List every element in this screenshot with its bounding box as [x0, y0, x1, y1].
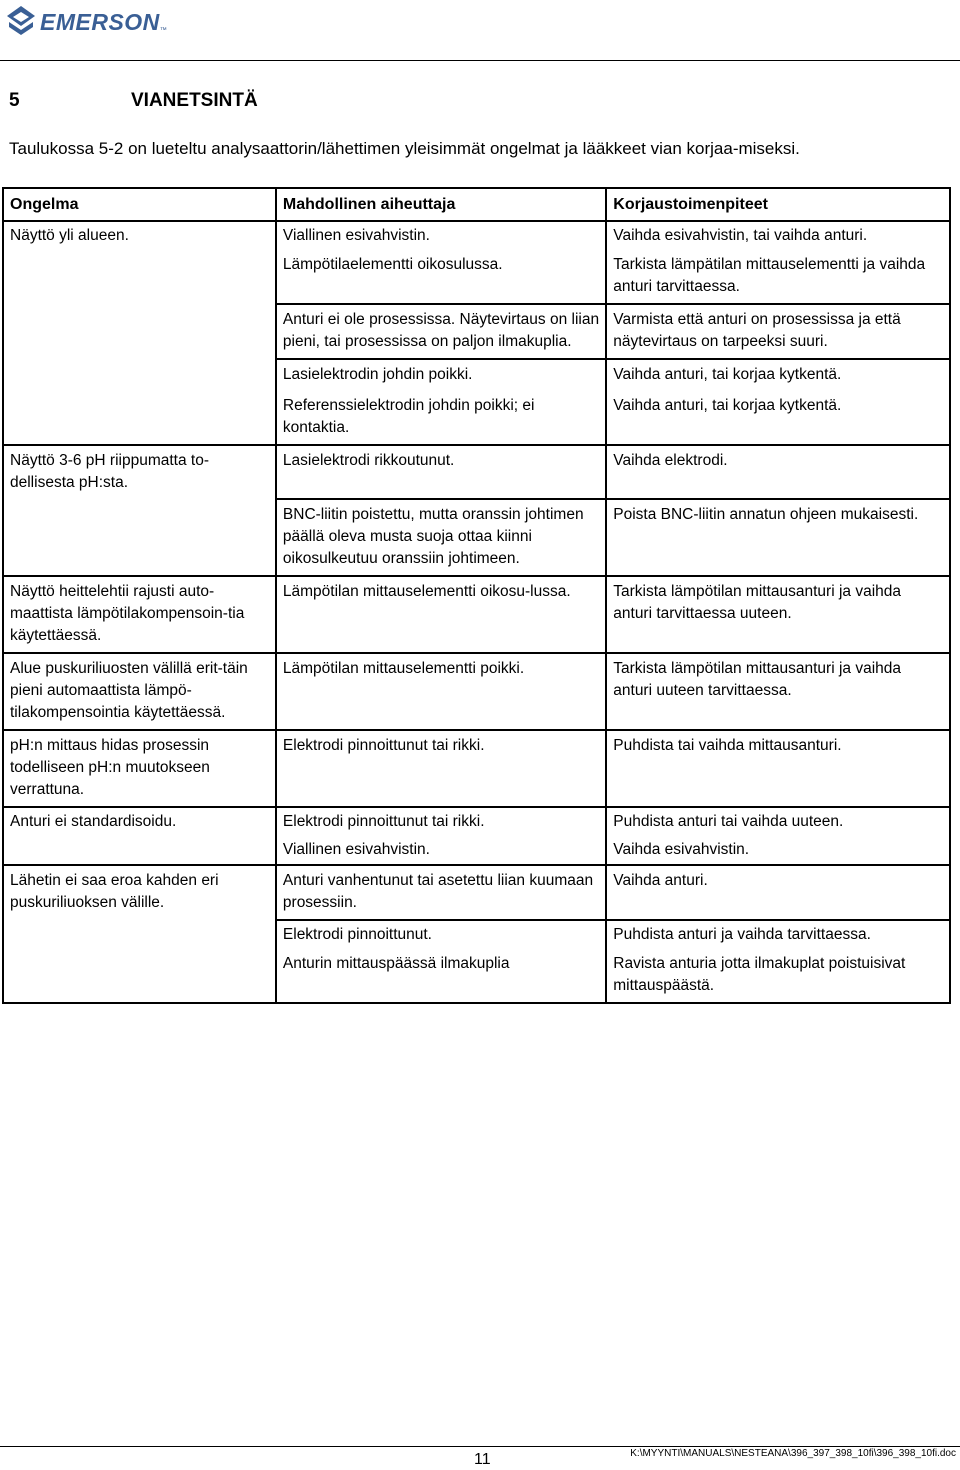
table-header-row [3, 188, 950, 221]
cause-cell: Viallinen esivahvistin. [276, 836, 606, 865]
cause-cell: Lasielektrodi rikkoutunut. [276, 445, 606, 499]
table-row [3, 445, 950, 499]
table-row [3, 359, 950, 391]
table-row [3, 920, 950, 949]
section-intro: Taulukossa 5-2 on lueteltu analysaattorin/lähettimen yleisimmät ongelmat ja lääkkeet vian korjaa-miseksi. [9, 139, 800, 158]
remedy-cell: Puhdista tai vaihda mittausanturi. [606, 730, 950, 807]
problem-cell [3, 949, 276, 1003]
header-divider [0, 60, 960, 61]
brand-trademark: ™ [159, 27, 167, 34]
cause-cell: Lämpötilan mittauselementti poikki. [276, 653, 606, 730]
problem-cell [3, 499, 276, 576]
table-row [3, 499, 950, 576]
problem-cell [3, 391, 276, 445]
remedy-cell: Tarkista lämpötilan mittausanturi ja vaihda anturi uuteen tarvittaessa. [606, 653, 950, 730]
remedy-cell: Vaihda anturi. [606, 865, 950, 920]
remedy-cell: Vaihda esivahvistin, tai vaihda anturi. [606, 221, 950, 250]
footer-divider [0, 1446, 960, 1447]
problem-cell: Näyttö 3-6 pH riippumatta to-dellisesta pH:sta. [3, 445, 276, 499]
problem-cell: Anturi ei standardisoidu. [3, 807, 276, 836]
remedy-cell: Vaihda anturi, tai korjaa kytkentä. [606, 391, 950, 445]
problem-cell [3, 920, 276, 949]
remedy-cell: Ravista anturia jotta ilmakuplat poistuisivat mittauspäästä. [606, 949, 950, 1003]
cause-cell: Lämpötilan mittauselementti oikosu-lussa. [276, 576, 606, 653]
remedy-cell: Vaihda esivahvistin. [606, 836, 950, 865]
problem-cell: Lähetin ei saa eroa kahden eri puskuriliuoksen välille. [3, 865, 276, 920]
section-number: 5 [9, 90, 20, 111]
remedy-cell: Vaihda elektrodi. [606, 445, 950, 499]
table-row [3, 807, 950, 836]
table-row [3, 653, 950, 730]
cause-cell: BNC-liitin poistettu, mutta oranssin johtimen päällä oleva musta suoja ottaa kiinni oikosulkeutuu oranssiin johtimeen. [276, 499, 606, 576]
emerson-logo-icon [6, 5, 36, 39]
cause-cell: Viallinen esivahvistin. [276, 221, 606, 250]
problem-cell: Alue puskuriliuosten välillä erit-täin pieni automaattista lämpö-tilakompensointia käytettäessä. [3, 653, 276, 730]
problem-cell: pH:n mittaus hidas prosessin todelliseen pH:n muutokseen verrattuna. [3, 730, 276, 807]
remedy-cell: Vaihda anturi, tai korjaa kytkentä. [606, 359, 950, 391]
cause-cell: Referenssielektrodin johdin poikki; ei kontaktia. [276, 391, 606, 445]
table-row [3, 221, 950, 250]
cause-cell: Elektrodi pinnoittunut tai rikki. [276, 807, 606, 836]
table-row [3, 304, 950, 359]
column-header-cause: Mahdollinen aiheuttaja [276, 188, 606, 221]
problem-cell [3, 836, 276, 865]
table-row [3, 836, 950, 865]
emerson-logo [6, 2, 167, 42]
table-row [3, 949, 950, 1003]
page-number: 11 [474, 1451, 491, 1468]
remedy-cell: Tarkista lämpötilan mittausanturi ja vaihda anturi tarvittaessa uuteen. [606, 576, 950, 653]
cause-cell: Lasielektrodin johdin poikki. [276, 359, 606, 391]
remedy-cell: Puhdista anturi tai vaihda uuteen. [606, 807, 950, 836]
remedy-cell: Poista BNC-liitin annatun ohjeen mukaisesti. [606, 499, 950, 576]
column-header-remedy: Korjaustoimenpiteet [606, 188, 950, 221]
cause-cell: Anturin mittauspäässä ilmakuplia [276, 949, 606, 1003]
problem-cell: Näyttö yli alueen. [3, 221, 276, 250]
document-path: K:\MYYNTI\MANUALS\NESTEANA\396_397_398_10fi\396_398_10fi.doc [630, 1448, 956, 1459]
column-header-problem: Ongelma [3, 188, 276, 221]
brand-name: EMERSON [40, 8, 160, 35]
problem-cell [3, 304, 276, 359]
problem-cell [3, 359, 276, 391]
table-row [3, 250, 950, 304]
cause-cell: Elektrodi pinnoittunut. [276, 920, 606, 949]
problem-cell [3, 250, 276, 304]
cause-cell: Anturi vanhentunut tai asetettu liian kuumaan prosessiin. [276, 865, 606, 920]
problem-cell: Näyttö heittelehtii rajusti auto-maattista lämpötilakompensoin-tia käytettäessä. [3, 576, 276, 653]
table-row [3, 730, 950, 807]
remedy-cell: Varmista että anturi on prosessissa ja että näytevirtaus on tarpeeksi suuri. [606, 304, 950, 359]
remedy-cell: Tarkista lämpätilan mittauselementti ja vaihda anturi tarvittaessa. [606, 250, 950, 304]
cause-cell: Lämpötilaelementti oikosulussa. [276, 250, 606, 304]
table-row [3, 576, 950, 653]
cause-cell: Elektrodi pinnoittunut tai rikki. [276, 730, 606, 807]
remedy-cell: Puhdista anturi ja vaihda tarvittaessa. [606, 920, 950, 949]
troubleshooting-table [2, 187, 951, 1004]
section-title: VIANETSINTÄ [131, 90, 258, 111]
table-row [3, 391, 950, 445]
table-row [3, 865, 950, 920]
cause-cell: Anturi ei ole prosessissa. Näytevirtaus on liian pieni, tai prosessissa on paljon ilmakuplia. [276, 304, 606, 359]
